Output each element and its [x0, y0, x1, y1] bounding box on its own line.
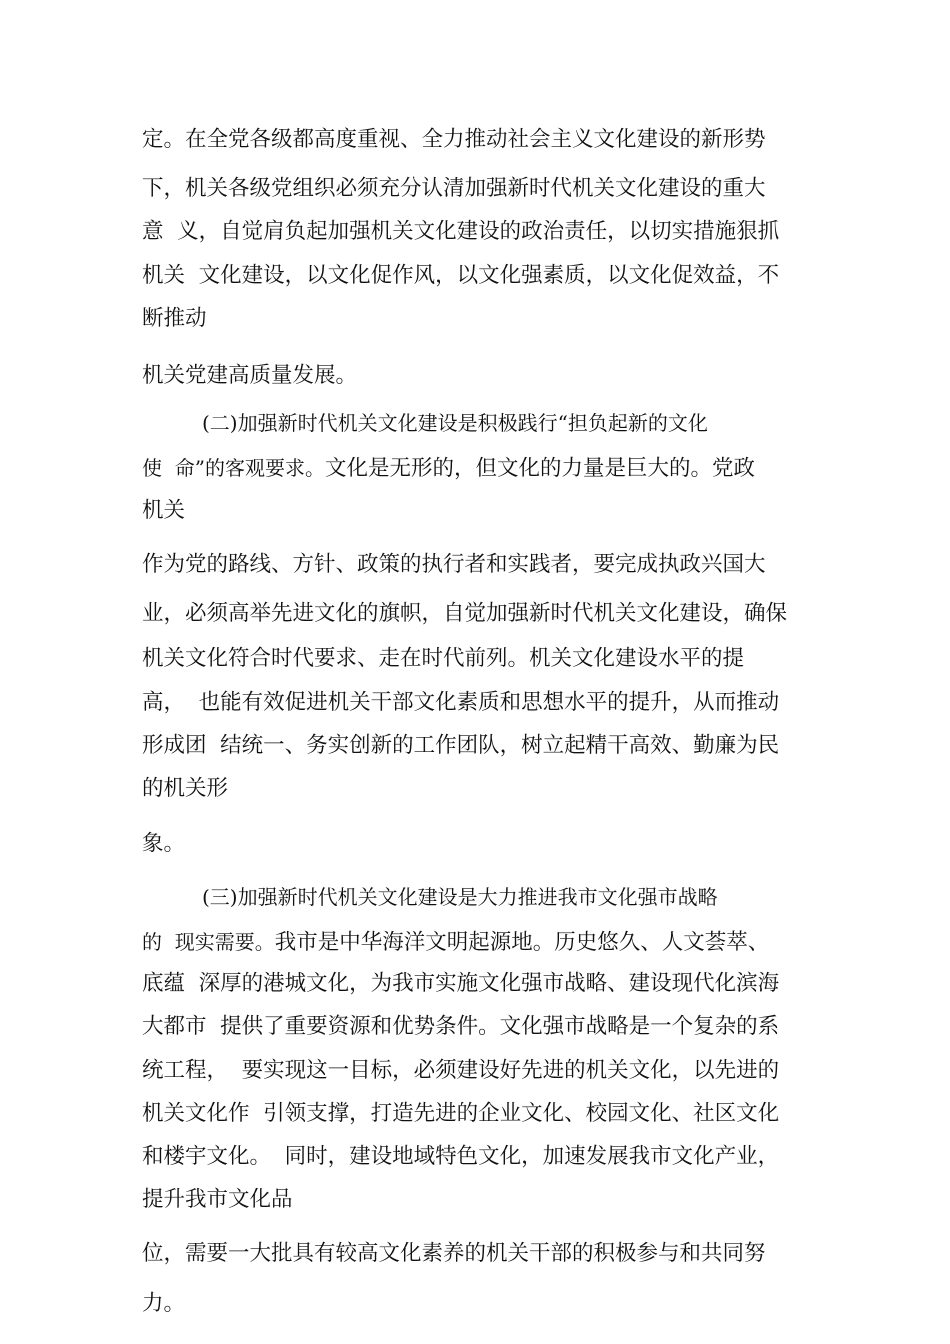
paragraph-3-line-4: 大都市 提供了重要资源和优势条件。文化强市战略是一个复杂的系 — [142, 1014, 780, 1039]
paragraph-1-line-1: 定。在全党各级都高度重视、全力推动社会主义文化建设的新形势 — [142, 127, 766, 152]
paragraph-1-line-6: 机关党建高质量发展。 — [142, 363, 358, 388]
paragraph-2-line-4: 作为党的路线、方针、政策的执行者和实践者，要完成执政兴国大 — [142, 552, 766, 577]
paragraph-2-heading-line-1: (二)加强新时代机关文化建设是积极践行“担负起新的文化 — [202, 411, 708, 435]
paragraph-3-heading-line-2: 的 现实需要。 — [142, 930, 275, 954]
paragraph-2-line-5: 业，必须高举先进文化的旗帜，自觉加强新时代机关文化建设，确保 — [142, 601, 788, 626]
paragraph-2-line-2-rest: 文化是无形的，但文化的力量是巨大的。党政 — [324, 456, 755, 481]
paragraph-1-line-2: 下，机关各级党组织必须充分认清加强新时代机关文化建设的重大 — [142, 176, 766, 201]
paragraph-3-line-8: 提升我市文化品 — [142, 1187, 293, 1212]
paragraph-3-line-2-rest: 我市是中华海洋文明起源地。历史悠久、人文荟萃、 — [274, 930, 770, 955]
paragraph-3-heading-line-1: (三)加强新时代机关文化建设是大力推进我市文化强市战略 — [202, 885, 718, 909]
paragraph-3-line-3: 底蕴 深厚的港城文化，为我市实施文化强市战略、建设现代化滨海 — [142, 971, 780, 996]
paragraph-1-line-5: 断推动 — [142, 306, 207, 331]
paragraph-2-line-9: 的机关形 — [142, 776, 229, 801]
paragraph-3-line-7: 和楼宇文化。 同时，建设地域特色文化，加速发展我市文化产业， — [142, 1144, 780, 1169]
paragraph-2-line-2 — [142, 454, 755, 483]
paragraph-2-heading-line-2: 使 命”的客观要求。 — [142, 456, 325, 480]
paragraph-3-line-5: 统工程， 要实现这一目标，必须建设好先进的机关文化，以先进的 — [142, 1058, 780, 1083]
paragraph-1-line-4: 机关 文化建设，以文化促作风，以文化强素质，以文化促效益，不 — [142, 263, 780, 288]
paragraph-2-line-10: 象。 — [142, 831, 186, 856]
paragraph-3-line-6: 机关文化作 引领支撑，打造先进的企业文化、校园文化、社区文化 — [142, 1101, 780, 1126]
paragraph-3-line-9: 位，需要一大批具有较高文化素养的机关干部的积极参与和共同努 — [142, 1241, 766, 1266]
paragraph-1-line-3: 意 义，自觉肩负起加强机关文化建设的政治责任，以切实措施狠抓 — [142, 219, 780, 244]
paragraph-2-line-3: 机关 — [142, 498, 186, 523]
paragraph-2-line-7: 高， 也能有效促进机关干部文化素质和思想水平的提升，从而推动 — [142, 690, 780, 715]
paragraph-3-line-10: 力。 — [142, 1291, 186, 1316]
paragraph-3-line-2 — [142, 928, 769, 957]
paragraph-2-line-8: 形成团 结统一、务实创新的工作团队，树立起精干高效、勤廉为民 — [142, 733, 780, 758]
paragraph-2-line-6: 机关文化符合时代要求、走在时代前列。机关文化建设水平的提 — [142, 646, 745, 671]
